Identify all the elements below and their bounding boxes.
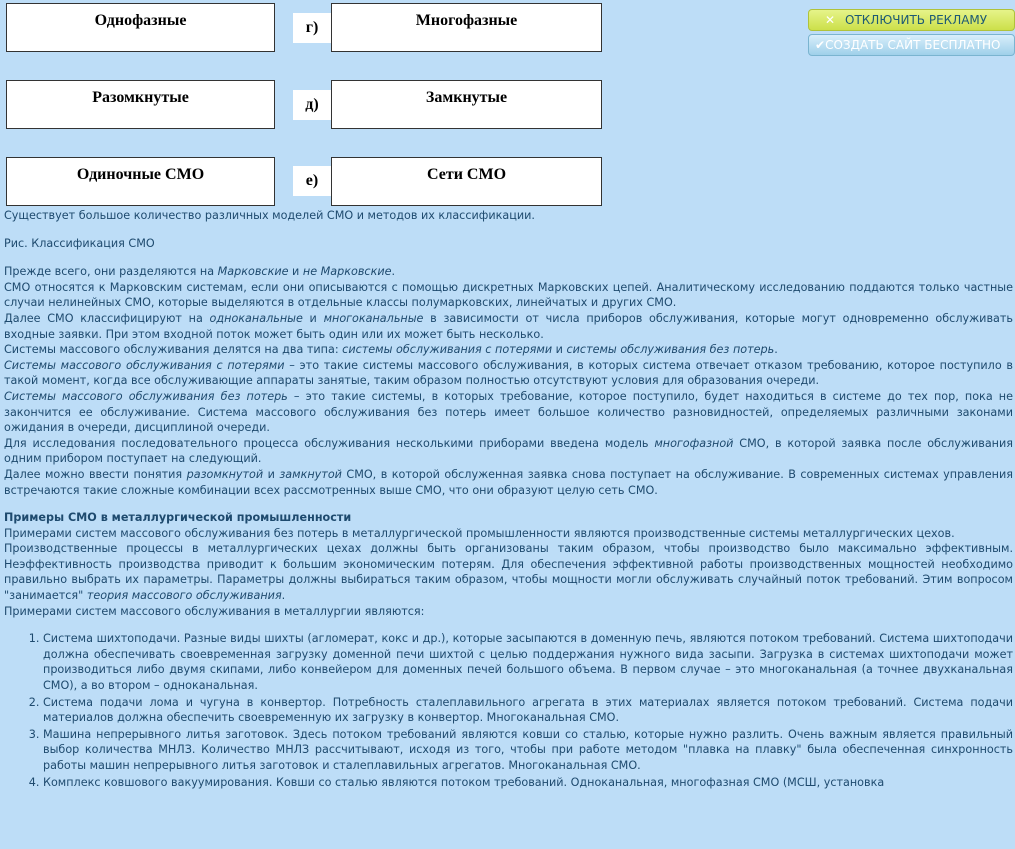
examples-list [4, 631, 1013, 790]
figure-box-multi-phase: Многофазные [331, 3, 602, 52]
list-item: 4. Комплекс ковшового вакуумирования. Ковши со сталью являются потоком требований. Одноканальная, многофазная СМО (МСШ, установка [43, 775, 1013, 791]
figure-letter-e: е) [293, 166, 331, 196]
paragraph-open-closed: Далее можно ввести понятия разомкнутой и замкнутой СМО, в которой обслуженная заявка снова поступает на обслуживание. В современных системах управления встречаются такие сложные комбинации всех рассмотренных выше СМО, что они образуют целую сеть СМО. [4, 467, 1013, 497]
figure-box-single-phase: Однофазные [6, 3, 275, 52]
create-site-button[interactable] [808, 34, 1015, 56]
section-heading: Примеры СМО в металлургической промышленности [4, 511, 352, 525]
figure-box-single-qs: Одиночные СМО [6, 157, 275, 206]
checkmark-icon: ✔ [815, 38, 826, 52]
paragraph-examples-intro: Примерами систем массового обслуживания в металлургии являются: [4, 604, 425, 618]
intro-paragraph: Существует большое количество различных моделей СМО и методов их классификации. [4, 209, 535, 222]
paragraph-channels: Далее СМО классифицируют на одноканальные и многоканальные в зависимости от числа приборов обслуживания, которые могут одновременно обслуживать входные заявки. При этом входной поток может быть один или их может быть несколько. [4, 311, 1013, 341]
paragraph-markov-chains: СМО относятся к Марковским системам, если они описываются с помощью дискретных Марковских цепей. Аналитическому исследованию поддаются только частные случаи нелинейных СМО, которые выделяются в отдельные классы полумарковских, линейчатых и других СМО. [4, 280, 1013, 310]
paragraph-multiphase: Для исследования последовательного процесса обслуживания несколькими приборами введена модель многофазной СМО, в которой заявка после обслуживания одним прибором поступает на следующий. [4, 436, 1013, 466]
disable-ads-button[interactable] [808, 9, 1015, 31]
figure-letter-d: д) [293, 90, 331, 120]
paragraph-without-losses: Системы массового обслуживания без потерь – это такие системы, в которых требование, которое поступило, будет находиться в системе до тех пор, пока не закончится ее обслуживание. Система массового обслуживания без потерь имеет большое количество разновидностей, определяемых различными законами ожидания в очереди, дисциплиной очереди. [4, 389, 1013, 435]
close-icon: ✕ [824, 13, 836, 27]
figure-letter-g: г) [293, 13, 331, 43]
paragraph-with-losses: Системы массового обслуживания с потерями – это такие системы массового обслуживания, в которых система отвечает отказом требованию, которое поступило в такой момент, когда все обслуживающие аппараты занятые, таким образом полностью отсутствуют условия для образования очереди. [4, 358, 1014, 388]
paragraph-production-processes: Производственные процессы в металлургических цехах должны быть организованы таким образом, чтобы производство было максимально эффективным. Неэффективность производства приводит к большим экономическим потерям. Для обеспечения эффективной работы производственных мощностей необходимо правильно выбрать их параметры. Параметры должны выбираться таким образом, чтобы мощности могли обслуживать случайный поток требований. Этим вопросом "занимается" теория массового обслуживания. [4, 542, 1013, 603]
disable-ads-label: ОТКЛЮЧИТЬ РЕКЛАМУ [845, 13, 988, 27]
figure-box-qs-network: Сети СМО [331, 157, 602, 206]
list-item: 2. Система подачи лома и чугуна в конвертор. Потребность сталеплавильного агрегата в этих материалах является потоком требований. Система подачи материалов должна обеспечить своевременную их загрузку в конвертор. Многоканальная СМО. [43, 695, 1013, 726]
figure-caption: Рис. Классификация СМО [4, 236, 155, 250]
paragraph-types: Системы массового обслуживания делятся на два типа: системы обслуживания с потерями и системы обслуживания без потерь. [4, 343, 778, 357]
figure-box-closed: Замкнутые [331, 80, 602, 129]
list-item: 1. Система шихтоподачи. Разные виды шихты (агломерат, кокс и др.), которые засыпаются в доменную печь, являются потоком требований. Система шихтоподачи должна обеспечивать своевременная загрузку доменной печи шихтой с целью поддержания нужного вида засыпи. Загрузка в системах шихтоподачи может производиться либо двумя скипами, либо конвейером для доменных печей большого объема. В первом случае – это многоканальная (а точнее двухканальная СМО), а во втором – одноканальная. [43, 631, 1013, 693]
figure-box-open: Разомкнутые [6, 80, 275, 129]
list-item: 3. Машина непрерывного литья заготовок. Здесь потоком требований являются ковши со сталью, которые нужно разлить. Очень важным является правильный выбор количества МНЛЗ. Количество МНЛЗ рассчитывают, исходя из того, чтобы при работе методом "плавка на плавку" была обеспеченная синхронность работы машин непрерывного литья заготовок и сталеплавильных агрегатов. Многоканальная СМО. [43, 727, 1013, 774]
classification-figure [0, 0, 610, 208]
paragraph-metallurgy-examples: Примерами систем массового обслуживания без потерь в металлургической промышленности являются производственные системы металлургических цехов. [4, 526, 955, 540]
article-body [4, 208, 1013, 791]
paragraph-markov: Прежде всего, они разделяются на Марковские и не Марковские. [4, 265, 396, 279]
create-site-label: СОЗДАТЬ САЙТ БЕСПЛАТНО [825, 38, 1001, 52]
